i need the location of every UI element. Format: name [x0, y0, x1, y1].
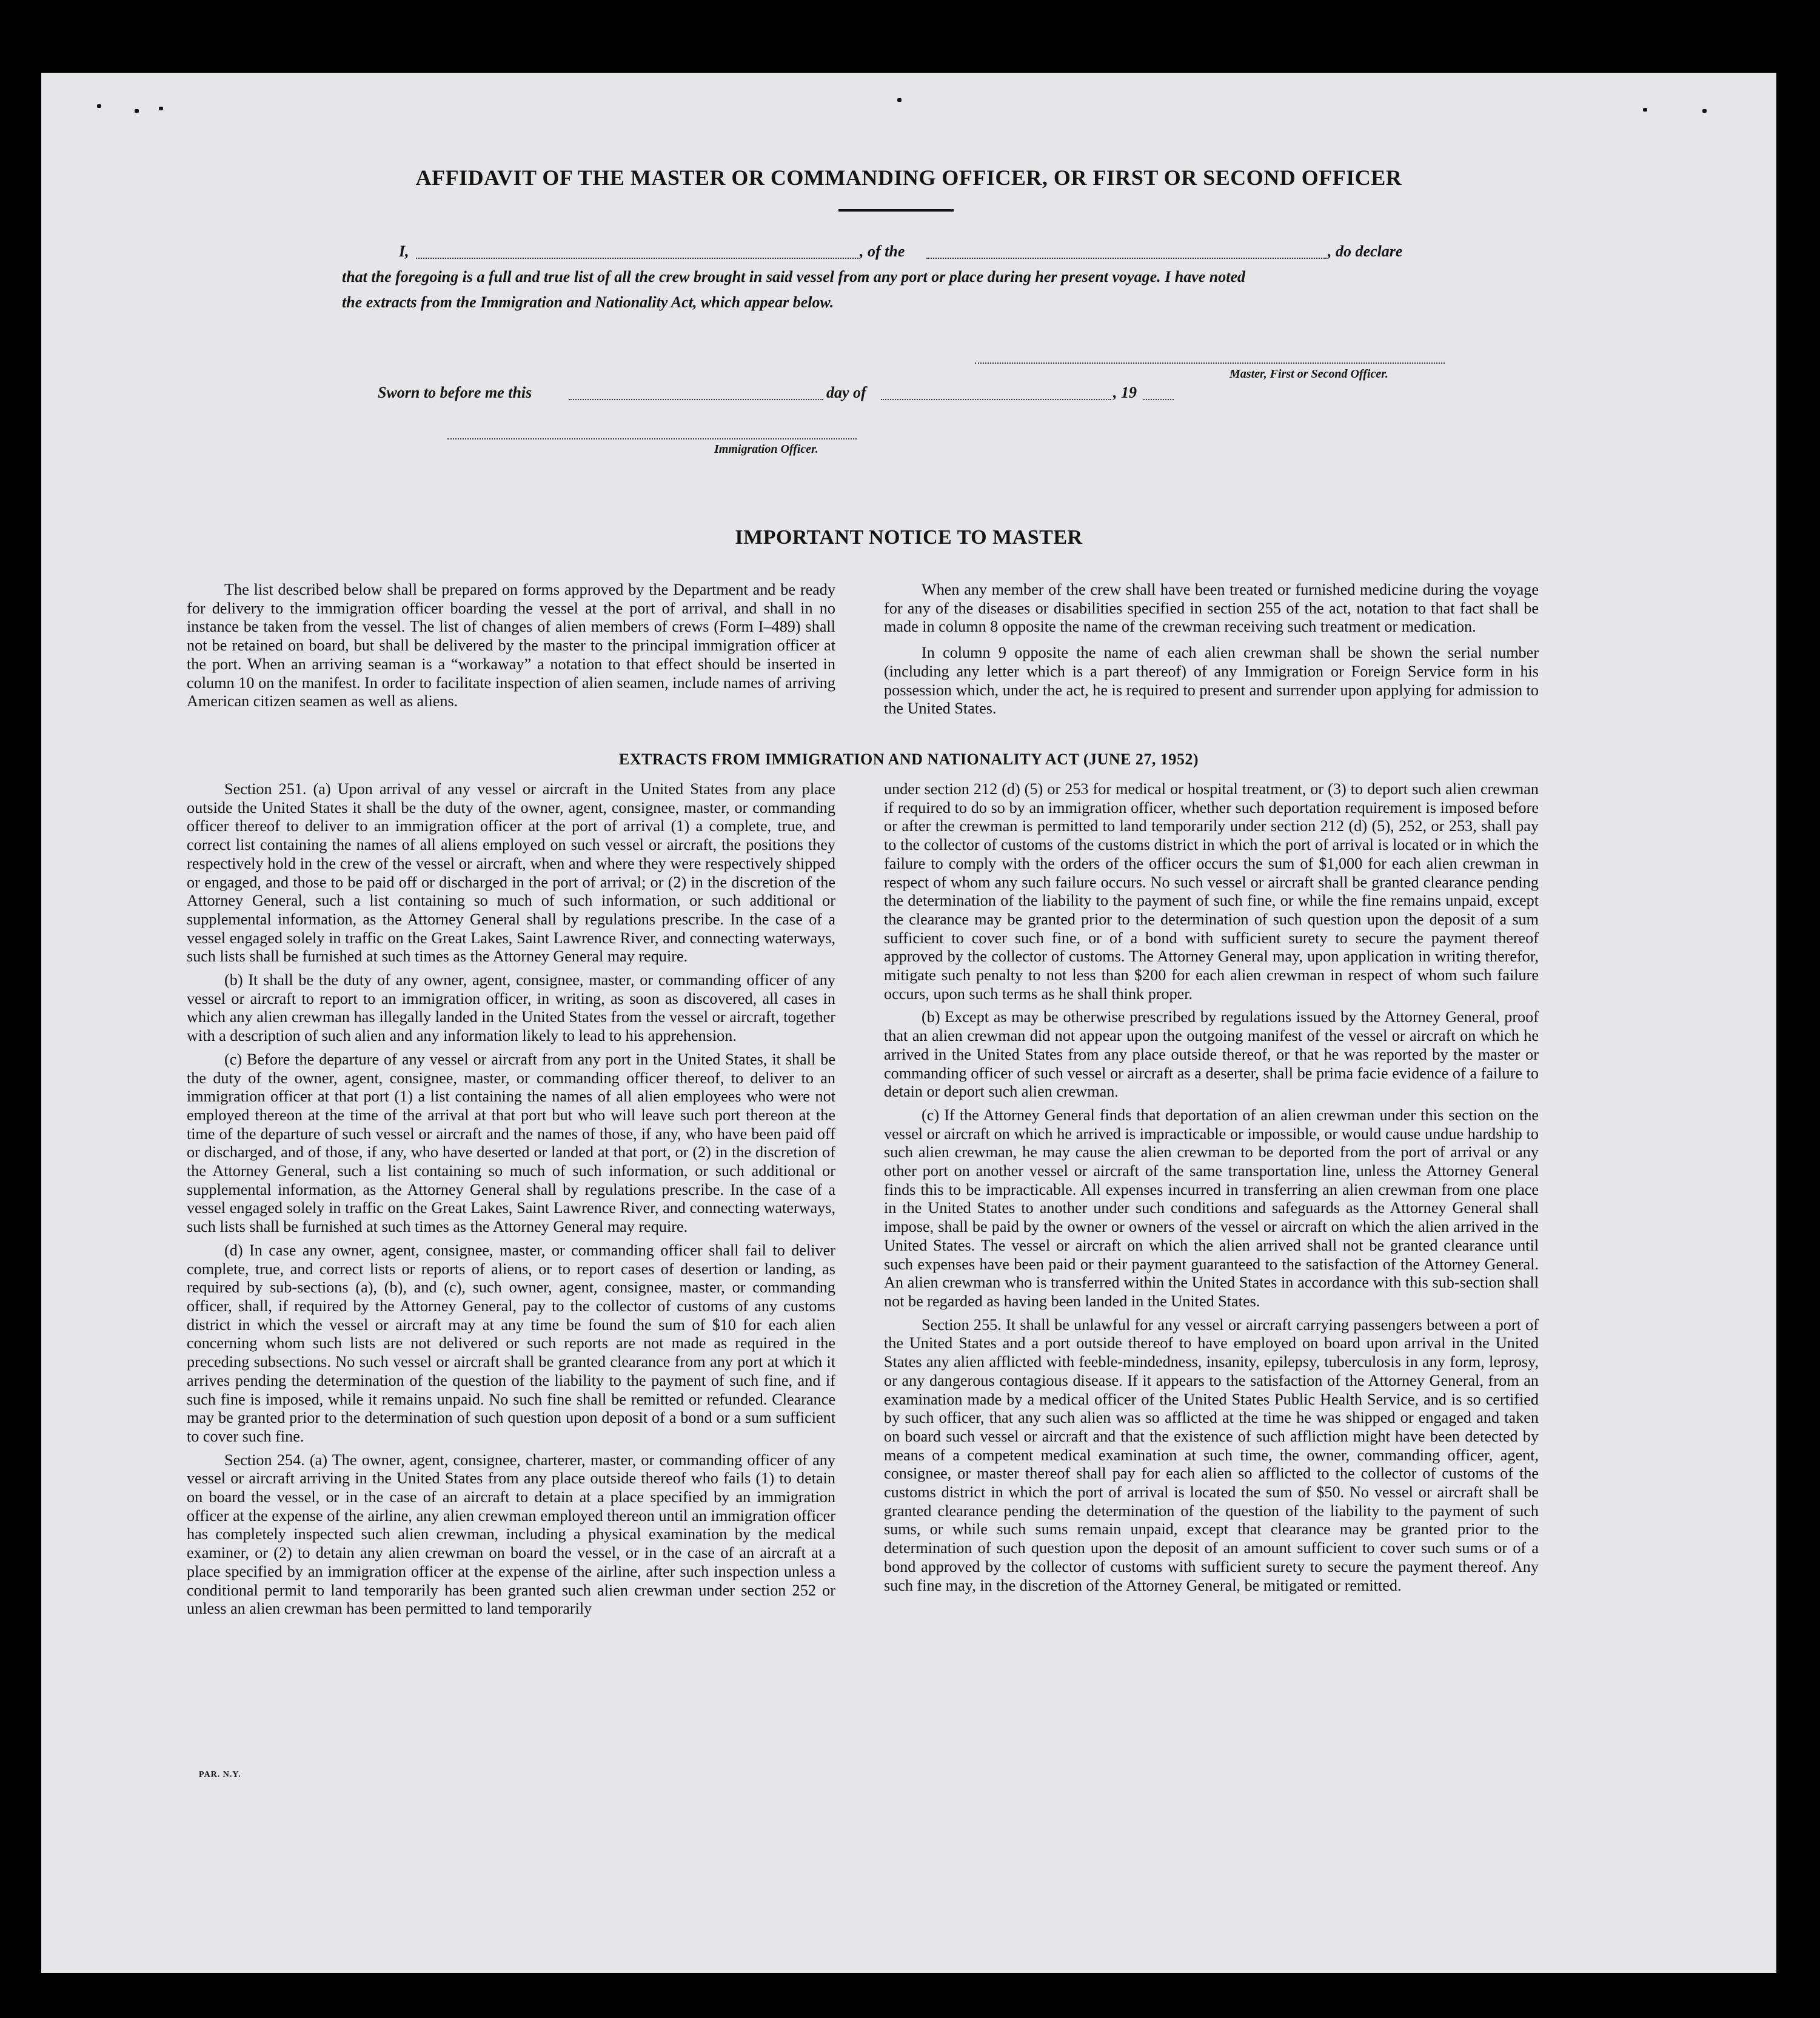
- section-254-a: Section 254. (a) The owner, agent, consignee, charterer, master, or commanding officer of any vessel or aircraft arriving in the United States from any place outside thereof who fails (1) to detain on board the vessel, or in the case of an aircraft to detain at a place specified by an immigration officer at the expense of the airline, any alien crewman employed thereon until an immigration officer has completely inspected such alien crewman, including a physical examination by the medical examiner, or (2) to detain any alien crewman on board the vessel, or in the case of an aircraft at a place specified by an immigration officer at the expense of the airline, after such inspection unless a conditional permit to land temporarily has been granted such alien crewman under section 252 or unless an alien crewman has been permitted to land temporarily: [187, 1451, 835, 1618]
- scan-speck: [1702, 109, 1707, 113]
- sworn-day-blank[interactable]: [569, 399, 823, 400]
- scan-speck: [97, 104, 101, 108]
- declaration-line-1: that the foregoing is a full and true list of all the crew brought in said vessel from any port or place during her present voyage. I have noted: [342, 268, 1246, 286]
- notice-right-column: [884, 581, 1539, 726]
- section-254-b: (b) Except as may be otherwise prescribed by regulations issued by the Attorney General, proof that an alien crewman did not appear upon the outgoing manifest of the vessel or aircraft on which he arrived in the United States from any place outside thereof, or that he was reported by the master or commanding officer of such vessel or aircraft as a deserter, shall be prima facie evidence of a failure to detain or deport such alien crewman.: [884, 1008, 1539, 1101]
- scan-speck: [1643, 108, 1647, 112]
- declaration-line-2: the extracts from the Immigration and Nationality Act, which appear below.: [342, 293, 834, 311]
- declarant-name-blank[interactable]: [416, 258, 858, 259]
- sworn-day-of: day of: [826, 384, 866, 401]
- master-signature-label: Master, First or Second Officer.: [1230, 367, 1388, 381]
- scan-speck: [135, 109, 139, 113]
- section-251-c: (c) Before the departure of any vessel or aircraft from any port in the United States, it shall be the duty of the owner, agent, consignee, master, or commanding officer thereof, to deliver to an immigration officer at that port (1) a list containing the names of all alien employees who were not employed thereon at the time of the arrival at that port but who will leave such port thereon at the time of the departure of such vessel or aircraft and the names of those, if any, who have been paid off or discharged, and of those, if any, who have deserted or landed at that port, or (2) in the discretion of the Attorney General, such a list containing so much of such information, or such additional or supplemental information, as the Attorney General shall by regulations prescribe. In the case of a vessel engaged solely in traffic on the Great Lakes, Saint Lawrence River, and connecting waterways, such lists shall be furnished at such times as the Attorney General may require.: [187, 1050, 835, 1236]
- decl-i-label: I,: [399, 242, 409, 260]
- section-255: Section 255. It shall be unlawful for any vessel or aircraft carrying passengers between a port of the United States and a port outside thereof to have employed on board upon arrival in the United States any alien afflicted with feeble-mindedness, insanity, epilepsy, tuberculosis in any form, leprosy, or any dangerous contagious disease. If it appears to the satisfaction of the Attorney General, from an examination made by a medical officer of the United States Public Health Service, and is so certified by such officer, that any such alien was so afflicted at the time he was shipped or engaged and taken on board such vessel or aircraft and that the existence of such affliction might have been detected by means of a competent medical examination at such time, the owner, commanding officer, agent, consignee, or master thereof shall pay for each alien so afflicted to the collector of customs of the customs district in which the port of arrival is located the sum of $50. No vessel or aircraft shall be granted clearance pending the determination of the question of the liability to the payment of such sums, or while such sums remain unpaid, except that clearance may be granted prior to the determination of such question upon the deposit of an amount sufficient to cover such sums or of a bond approved by the collector of customs with sufficient surety to secure the payment thereof. Any such fine may, in the discretion of the Attorney General, be mitigated or remitted.: [884, 1315, 1539, 1594]
- master-signature-line[interactable]: [975, 363, 1445, 364]
- extracts-left-column: [187, 780, 835, 1623]
- sworn-month-blank[interactable]: [881, 399, 1111, 400]
- section-254-c: (c) If the Attorney General finds that deportation of an alien crewman under this section on the vessel or aircraft on which he arrived is impracticable or impossible, or would cause undue hardship to such alien crewman, he may cause the alien crewman to be deported from the port of arrival or any other port on another vessel or aircraft of the same transportation line, unless the Attorney General finds this to be impracticable. All expenses incurred in transferring an alien crewman from one place in the United States to another under such conditions and safeguards as the Attorney General shall impose, shall be paid by the owner or owners of the vessel or aircraft on which the alien arrived in the United States. The vessel or aircraft on which the alien arrived shall not be granted clearance until such expenses have been paid or their payment guaranteed to the satisfaction of the Attorney General. An alien crewman who is transferred within the United States in accordance with this sub-section shall not be regarded as having been landed in the United States.: [884, 1106, 1539, 1310]
- printer-mark: PAR. N.Y.: [199, 1770, 241, 1779]
- extracts-title: EXTRACTS FROM IMMIGRATION AND NATIONALITY ACT (JUNE 27, 1952): [618, 750, 1199, 768]
- notice-left-column: [187, 581, 835, 718]
- notice-left-paragraph: The list described below shall be prepared on forms approved by the Department and be ready for delivery to the immigration officer boarding the vessel at the port of arrival, and shall in no instance be taken from the vessel. The list of changes of alien members of crews (Form I–489) shall not be retained on board, but shall be delivered by the master to the principal immigration officer at the port. When an arriving seaman is a “workaway” a notation to that effect should be inserted in column 10 on the manifest. In order to facilitate inspection of alien seamen, include names of arriving American citizen seamen as well as aliens.: [187, 581, 835, 710]
- affidavit-title: AFFIDAVIT OF THE MASTER OR COMMANDING OFFICER, OR FIRST OR SECOND OFFICER: [415, 165, 1402, 190]
- vessel-name-blank[interactable]: [926, 258, 1327, 259]
- section-251-a: Section 251. (a) Upon arrival of any vessel or aircraft in the United States from any place outside the United States it shall be the duty of the owner, agent, consignee, master, or commanding officer thereof to deliver to an immigration officer at the port of arrival (1) a complete, true, and correct list containing the names of all aliens employed on such vessel or aircraft, the positions they respectively hold in the crew of the vessel or aircraft, when and where they were respectively shipped or engaged, and those to be paid off or discharged in the port of arrival; or (2) in the discretion of the Attorney General, such a list containing so much of such information, or such additional or supplemental information, as the Attorney General shall by regulations prescribe. In the case of a vessel engaged solely in traffic on the Great Lakes, Saint Lawrence River, and connecting waterways, such lists shall be furnished at such times as the Attorney General may require.: [187, 780, 835, 966]
- form-sheet: [41, 73, 1776, 1973]
- title-underline: [838, 209, 954, 212]
- notice-title: IMPORTANT NOTICE TO MASTER: [735, 526, 1083, 549]
- section-254-a-continued: under section 212 (d) (5) or 253 for medical or hospital treatment, or (3) to deport such alien crewman if required to do so by an immigration officer, whether such deportation requirement is imposed before or after the crewman is permitted to land temporarily under section 212 (d) (5), 252, or 253, shall pay to the collector of customs of the customs district in which the port of arrival is located or in which the failure to comply with the orders of the officer occurs the sum of $1,000 for each alien crewman in respect of whom any such failure occurs. No such vessel or aircraft shall be granted clearance pending the determination of the liability to the payment of such fine, or while the fine remains unpaid, except the clearance may be granted prior to the determination of such question upon the deposit of a sum sufficient to cover such fine, or of a bond with sufficient surety to secure the payment thereof approved by the collector of customs. The Attorney General may, upon application in writing therefor, mitigate such penalty to not less than $200 for each alien crewman in respect of whom such failure occurs, upon such terms as he shall think proper.: [884, 780, 1539, 1003]
- scan-speck: [897, 98, 902, 102]
- sworn-year-blank[interactable]: [1143, 399, 1174, 400]
- sworn-prefix: Sworn to before me this: [378, 384, 532, 401]
- officer-signature-line[interactable]: [447, 438, 857, 439]
- decl-declare-label: , do declare: [1328, 242, 1403, 260]
- sworn-year: , 19: [1113, 384, 1137, 401]
- scan-speck: [159, 107, 163, 110]
- section-251-d: (d) In case any owner, agent, consignee, master, or commanding officer shall fail to deliver complete, true, and correct lists or reports of aliens, or to report cases of desertion or landing, as required by sub-sections (a), (b), and (c), such owner, agent, consignee, master, or commanding officer, shall, if required by the Attorney General, pay to the collector of customs of any customs district in which the vessel or aircraft may at any time be found the sum of $10 for each alien concerning whom such lists are not delivered or such reports are not made as required in the preceding subsections. No such vessel or aircraft shall be granted clearance from any port at which it arrives pending the determination of the question of the liability to the payment of such fine, and if such fine is imposed, while it remains unpaid. No such fine shall be remitted or refunded. Clearance may be granted prior to the determination of such question upon deposit of a bond or a sum sufficient to cover such fine.: [187, 1241, 835, 1445]
- section-251-b: (b) It shall be the duty of any owner, agent, consignee, master, or commanding officer of any vessel or aircraft to report to an immigration officer, in writing, as soon as discovered, all cases in which any alien crewman has illegally landed in the United States from the vessel or aircraft, together with a description of such alien and any information likely to lead to his apprehension.: [187, 971, 835, 1045]
- notice-right-paragraph-2: In column 9 opposite the name of each alien crewman shall be shown the serial number (including any letter which is a part thereof) of any Immigration or Foreign Service form in his possession which, under the act, he is required to present and surrender upon applying for admission to the United States.: [884, 644, 1539, 718]
- decl-of-the-label: , of the: [860, 242, 905, 260]
- notice-right-paragraph-1: When any member of the crew shall have been treated or furnished medicine during the voyage for any of the diseases or disabilities specified in section 255 of the act, notation to that fact shall be made in column 8 opposite the name of the crewman receiving such treatment or medication.: [884, 581, 1539, 636]
- officer-signature-label: Immigration Officer.: [714, 443, 818, 456]
- extracts-right-column: [884, 780, 1539, 1600]
